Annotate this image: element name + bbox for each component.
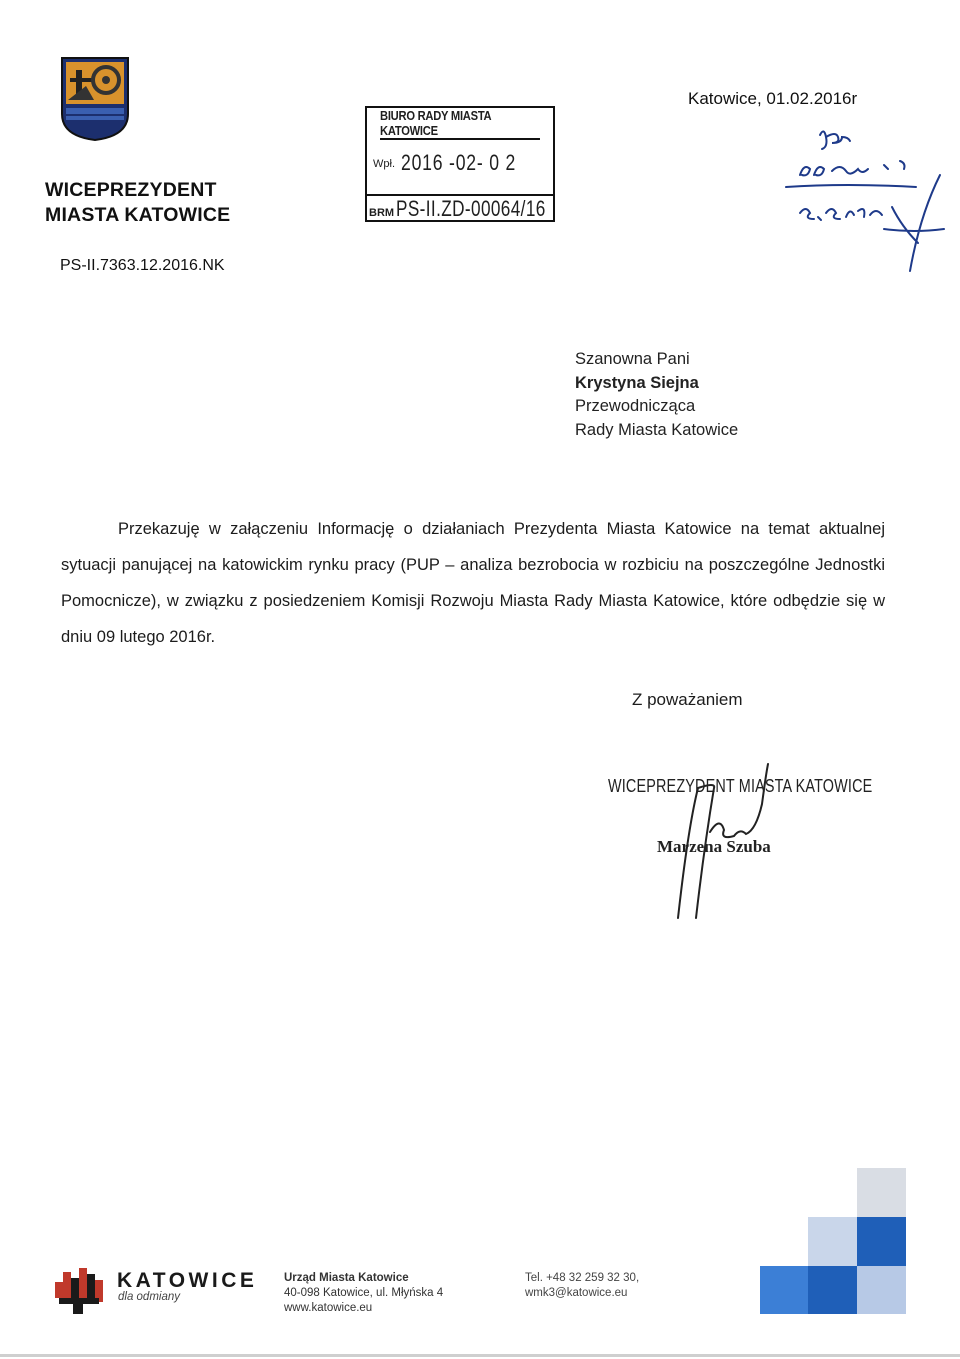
stamp-brm-row <box>369 196 588 222</box>
issuer-line-1: WICEPREZYDENT <box>45 179 217 201</box>
signature-name: Marzena Szuba <box>657 837 771 856</box>
bottom-edge <box>0 1354 960 1357</box>
stamp-received-date: 2016 -02- 0 2 <box>401 150 517 175</box>
katowice-logo-wordmark: KATOWICE <box>117 1269 258 1292</box>
place-and-date: Katowice, 01.02.2016r <box>688 89 858 108</box>
footer-org-web: www.katowice.eu <box>284 1302 373 1314</box>
recipient-block <box>575 348 738 442</box>
issuer-title <box>45 178 230 228</box>
stamp-received-row <box>373 150 553 176</box>
coat-of-arms-logo <box>60 56 130 142</box>
stamp-brm-number: PS-II.ZD-00064/16 <box>396 196 546 221</box>
recipient-role: Przewodnicząca <box>575 397 696 415</box>
footer-phone: Tel. +48 32 259 32 30, <box>525 1272 640 1284</box>
letter-body <box>61 511 885 655</box>
issuer-line-2: MIASTA KATOWICE <box>45 204 231 226</box>
recipient-name: Krystyna Siejna <box>575 373 699 392</box>
body-paragraph: Przekazuję w załączeniu Informację o działaniach Prezydenta Miasta Katowice na temat aktualnej sytuacji panującej na katowickim rynku pracy (PUP – analiza bezrobocia w rozbiciu na poszczególne Jednostki Pomocnicze), w związku z posiedzeniem Komisji Rozwoju Miasta Rady Miasta Katowice, które odbędzie się w dniu 09 lutego 2016r. <box>61 520 885 646</box>
recipient-salutation: Szanowna Pani <box>575 350 690 368</box>
recipient-body: Rady Miasta Katowice <box>575 420 739 439</box>
stamp-received-label: Wpł. <box>373 158 395 171</box>
stamp-office: BIURO RADY MIASTA KATOWICE <box>380 108 540 140</box>
footer-org-name: Urząd Miasta Katowice <box>284 1272 409 1284</box>
signature-title: WICEPREZYDENT MIASTA KATOWICE <box>608 776 873 796</box>
stamp-brm-label: BRM <box>369 207 395 219</box>
katowice-logo-tagline: dla odmiany <box>118 1291 181 1303</box>
katowice-logo-mark <box>55 1266 107 1316</box>
handwritten-signature <box>640 740 840 930</box>
closing-regards: Z poważaniem <box>632 690 743 709</box>
reference-number: PS-II.7363.12.2016.NK <box>60 257 225 274</box>
registration-stamp <box>365 106 555 222</box>
footer-organization <box>284 1271 443 1316</box>
footer-contact <box>525 1271 639 1301</box>
handwritten-annotation <box>780 115 950 275</box>
decorative-mosaic <box>760 1168 906 1314</box>
footer-org-address: 40-098 Katowice, ul. Młyńska 4 <box>284 1287 444 1299</box>
footer-email: wmk3@katowice.eu <box>525 1287 628 1299</box>
